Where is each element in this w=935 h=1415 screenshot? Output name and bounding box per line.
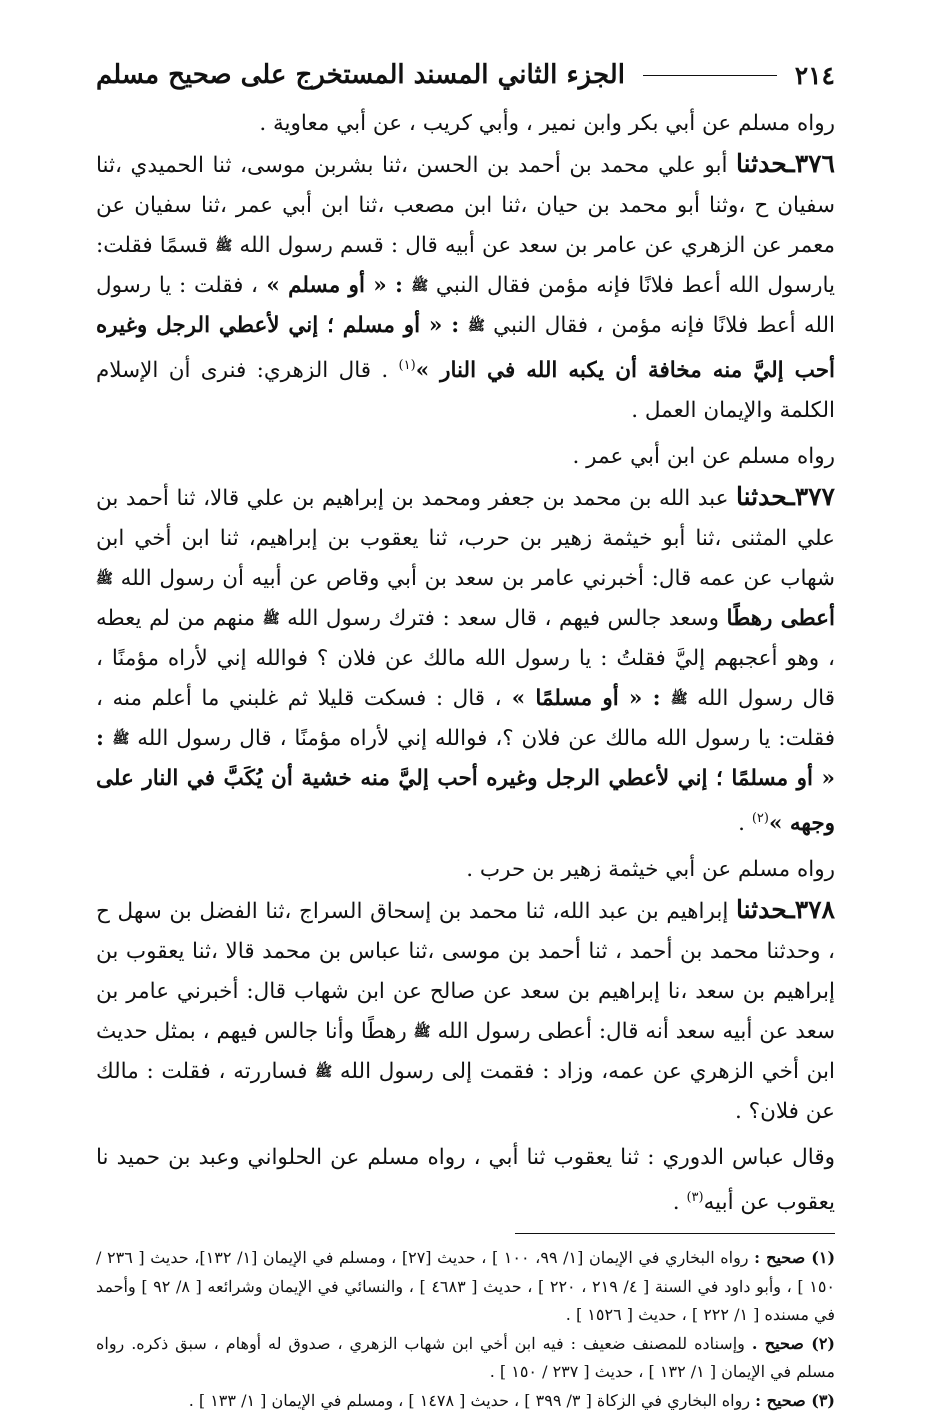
blessing-glyph: ﷺ — [262, 611, 280, 628]
hadith-number: ٣٧٨ — [794, 895, 835, 925]
blessing-glyph: ﷺ — [670, 691, 688, 708]
page-number: ٢١٤ — [794, 60, 835, 90]
blessing-glyph: ﷺ — [315, 1064, 333, 1081]
blessing-glyph: ﷺ — [411, 278, 429, 294]
hadith-label: ـحدثنا — [735, 482, 795, 512]
hadith-number: ٣٧٦ — [794, 149, 835, 178]
footnote-separator — [515, 1233, 835, 1234]
footnote-2: (٢) صحيح . وإسناده للمصنف ضعيف : فيه ابن أخي ابن شهاب الزهري ، صدوق له أوهام ، سبق ذكره. رواه مسلم في الإيمان [ ١/ ١٣٢ ] ، حديث [ ٢٣٧ / ١٥٠ ] . — [96, 1333, 835, 1382]
footnote-3: (٣) صحيح : رواه البخاري في الزكاة [ ٣/ ٣٩٩ ] ، حديث [ ١٤٧٨ ] ، ومسلم في الإيمان [ ١/ ١٣٣ ] . — [188, 1390, 835, 1410]
running-title: الجزء الثاني المسند المستخرج على صحيح مسلم — [96, 60, 625, 90]
hadith-number: ٣٧٧ — [794, 482, 835, 512]
hadith-label: ـحدثنا — [735, 149, 795, 178]
blessing-glyph: ﷺ — [468, 318, 485, 334]
intro-source: رواه مسلم عن أبي بكر وابن نمير ، وأبي كريب ، عن أبي معاوية . — [259, 111, 835, 136]
page-header — [96, 52, 835, 98]
footnote-ref: (١) — [398, 358, 416, 373]
hadith-378: ٣٧٨ـحدثنا إبراهيم بن عبد الله، ثنا محمد بن إسحاق السراج ،ثنا الفضل بن سهل ح ، وحدثنا محمد بن أحمد ، ثنا أحمد بن موسى ،ثنا عباس بن محمد قالا ،ثنا يعقوب بن إبراهيم بن سعد ،نا إبراهيم بن سعد عن صالح عن ابن شهاب قال: أخبرني عامر بن سعد عن أبيه سعد أنه قال: أعطى رسول الله ﷺ رهطًا وأنا جالس فيهم ، بمثل حديث ابن أخي الزهري عن عمه، وزاد : فقمت إلى رسول الله ﷺ فساررته ، فقلت : مالك عن فلان؟ . — [96, 895, 835, 1125]
hadith-label: ـحدثنا — [735, 895, 795, 925]
footnote-ref: (٢) — [751, 811, 769, 827]
blessing-glyph: ﷺ — [112, 731, 130, 748]
hadith-376: ٣٧٦ـحدثنا أبو علي محمد بن أحمد بن الحسن ،ثنا بشربن موسى، ثنا الحميدي ،ثنا سفيان ح ،وثنا أبو محمد بن حيان ،ثنا ابن مصعب ،ثنا ابن أبي عمر ،ثنا سفيان عن معمر عن الزهري عن عامر بن سعد عن أبيه قال : قسم رسول الله ﷺ قسمًا فقلت: يارسول الله أعط فلانًا فإنه مؤمن فقال النبي ﷺ : « أو مسلم » ، فقلت : يا رسول الله أعط فلانًا فإنه مؤمن ، فقال النبي ﷺ : « أو مسلم ؛ إني لأعطي الرجل وغيره أحب إليَّ منه مخافة أن يكبه الله في النار »$^{(١)}$ . قال الزهري: فنرى أن الإسلام الكلمة والإيمان العمل . — [96, 149, 836, 424]
hadith-377: ٣٧٧ـحدثنا عبد الله بن محمد بن جعفر ومحمد بن إبراهيم بن علي قالا، ثنا أحمد بن علي المثنى ،ثنا أبو خيثمة زهير بن حرب، ثنا يعقوب بن إبراهيم، ثنا ابن أخي ابن شهاب عن عمه قال: أخبرني عامر بن سعد بن أبي وقاص عن أبيه أن رسول الله ﷺ أعطى رهطًا وسعد جالس فيهم ، قال سعد : فترك رسول الله ﷺ منهم من لم يعطه ، وهو أعجبهم إليَّ فقلتُ : يا رسول الله مالك عن فلان ؟ فوالله إني لأراه مؤمنًا ، قال رسول الله ﷺ : « أو مسلمًا » ، قال : فسكت قليلا ثم غلبني ما أعلم منه ، فقلت: يا رسول الله مالك عن فلان ؟، فوالله إني لأراه مؤمنًا ، قال رسول الله ﷺ : « أو مسلمًا ؛ إني لأعطي الرجل وغيره أحب إليَّ منه خشية أن يُكَبَّ في النار على وجهه »$^{(٢)}$ . — [96, 482, 836, 837]
blessing-glyph: ﷺ — [215, 238, 233, 254]
hadith-377-source: رواه مسلم عن أبي خيثمة زهير بن حرب . — [466, 857, 835, 883]
header-rule — [643, 75, 777, 76]
closing-note: وقال عباس الدوري : ثنا يعقوب ثنا أبي ، رواه مسلم عن الحلواني وعبد بن حميد نا يعقوب عن أبيه$^{(٣)}$ . — [96, 1145, 835, 1216]
footnote-ref: (٣) — [686, 1190, 704, 1206]
footnote-1: (١) صحيح : رواه البخاري في الإيمان [١/ ٩٩، ١٠٠ ] ، حديث [٢٧] ، ومسلم في الإيمان [١/ ١٣٢]، حديث [ ٢٣٦ / ١٥٠ ] ، وأبو داود في السنة [ ٤/ ٢١٩ ، ٢٢٠ ] ، حديث [ ٤٦٨٣ ] ، والنسائي في الإيمان وشرائعه [ ٨/ ٩٢ ] وأحمد في مسنده [ ١/ ٢٢٢ ] ، حديث [ ١٥٢٦ ] . — [96, 1248, 836, 1325]
blessing-glyph: ﷺ — [96, 571, 113, 588]
blessing-glyph: ﷺ — [413, 1024, 431, 1041]
hadith-376-source: رواه مسلم عن ابن أبي عمر . — [572, 444, 835, 470]
